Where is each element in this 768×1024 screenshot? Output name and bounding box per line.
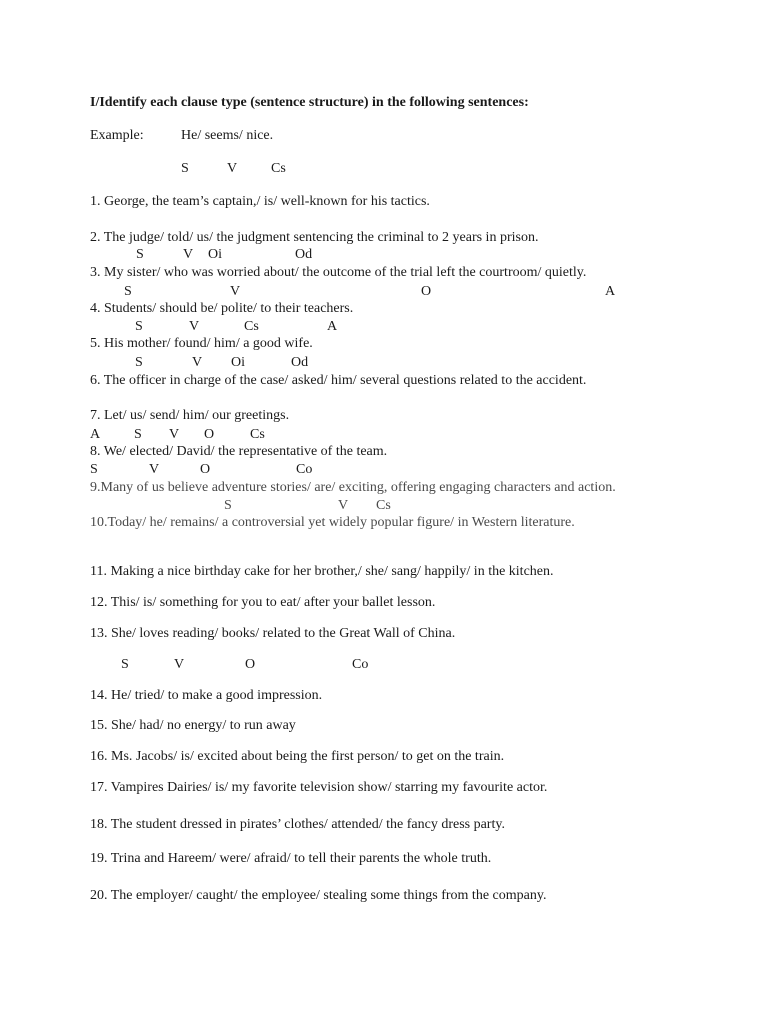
clause-tag: Od (295, 247, 313, 262)
example-sentence: He/ seems/ nice. (181, 128, 274, 143)
worksheet-title: I/Identify each clause type (sentence structure) in the following sentences: (90, 95, 529, 110)
sentence-item: 6. The officer in charge of the case/ asked/ him/ several questions related to the accident. (90, 373, 587, 388)
clause-tag: A (327, 319, 338, 334)
sentence-item: 11. Making a nice birthday cake for her brother,/ she/ sang/ happily/ in the kitchen. (90, 564, 554, 579)
example-label: Example: (90, 128, 144, 143)
clause-tag: V (169, 427, 180, 442)
clause-tag: O (200, 462, 211, 477)
clause-tag: Cs (250, 427, 265, 442)
clause-tag: S (134, 427, 142, 442)
sentence-item: 1. George, the team’s captain,/ is/ well-known for his tactics. (90, 194, 430, 209)
clause-tag: Co (296, 462, 313, 477)
clause-tag: V (149, 462, 160, 477)
clause-tag: O (204, 427, 215, 442)
sentence-item: 20. The employer/ caught/ the employee/ stealing some things from the company. (90, 888, 547, 903)
clause-tag: V (230, 284, 241, 299)
clause-tag: V (189, 319, 200, 334)
clause-tag: S (135, 355, 143, 370)
clause-tag: Oi (231, 355, 245, 370)
sentence-item: 7. Let/ us/ send/ him/ our greetings. (90, 408, 290, 423)
clause-tag: Od (291, 355, 309, 370)
sentence-item: 5. His mother/ found/ him/ a good wife. (90, 336, 313, 351)
sentence-item: 17. Vampires Dairies/ is/ my favorite television show/ starring my favourite actor. (90, 780, 548, 795)
sentence-item: 3. My sister/ who was worried about/ the outcome of the trial left the courtroom/ quietly. (90, 265, 587, 280)
sentence-item: 16. Ms. Jacobs/ is/ excited about being the first person/ to get on the train. (90, 749, 505, 764)
clause-tag: V (174, 657, 185, 672)
sentence-item: 10.Today/ he/ remains/ a controversial yet widely popular figure/ in Western literature. (90, 515, 575, 530)
sentence-item: 18. The student dressed in pirates’ clothes/ attended/ the fancy dress party. (90, 817, 505, 832)
sentence-item: 19. Trina and Hareem/ were/ afraid/ to tell their parents the whole truth. (90, 851, 492, 866)
clause-tag: Cs (376, 498, 391, 513)
clause-tag: S (224, 498, 232, 513)
clause-tag: S (90, 462, 98, 477)
sentence-item: 2. The judge/ told/ us/ the judgment sentencing the criminal to 2 years in prison. (90, 230, 539, 245)
example-tag: V (227, 161, 238, 176)
clause-tag: V (183, 247, 194, 262)
example-tag: S (181, 161, 189, 176)
sentence-item: 15. She/ had/ no energy/ to run away (90, 718, 296, 733)
clause-tag: V (338, 498, 349, 513)
sentence-item: 8. We/ elected/ David/ the representative of the team. (90, 444, 388, 459)
clause-tag: S (135, 319, 143, 334)
clause-tag: S (124, 284, 132, 299)
clause-tag: A (90, 427, 101, 442)
clause-tag: Co (352, 657, 369, 672)
clause-tag: V (192, 355, 203, 370)
sentence-item: 9.Many of us believe adventure stories/ are/ exciting, offering engaging characters and action. (90, 480, 616, 495)
sentence-item: 13. She/ loves reading/ books/ related to the Great Wall of China. (90, 626, 456, 641)
example-tag: Cs (271, 161, 286, 176)
sentence-item: 12. This/ is/ something for you to eat/ after your ballet lesson. (90, 595, 436, 610)
clause-tag: O (245, 657, 256, 672)
clause-tag: S (136, 247, 144, 262)
sentence-item: 4. Students/ should be/ polite/ to their teachers. (90, 301, 354, 316)
clause-tag: S (121, 657, 129, 672)
sentence-item: 14. He/ tried/ to make a good impression. (90, 688, 323, 703)
clause-tag: O (421, 284, 432, 299)
clause-tag: Cs (244, 319, 259, 334)
clause-tag: A (605, 284, 616, 299)
clause-tag: Oi (208, 247, 222, 262)
